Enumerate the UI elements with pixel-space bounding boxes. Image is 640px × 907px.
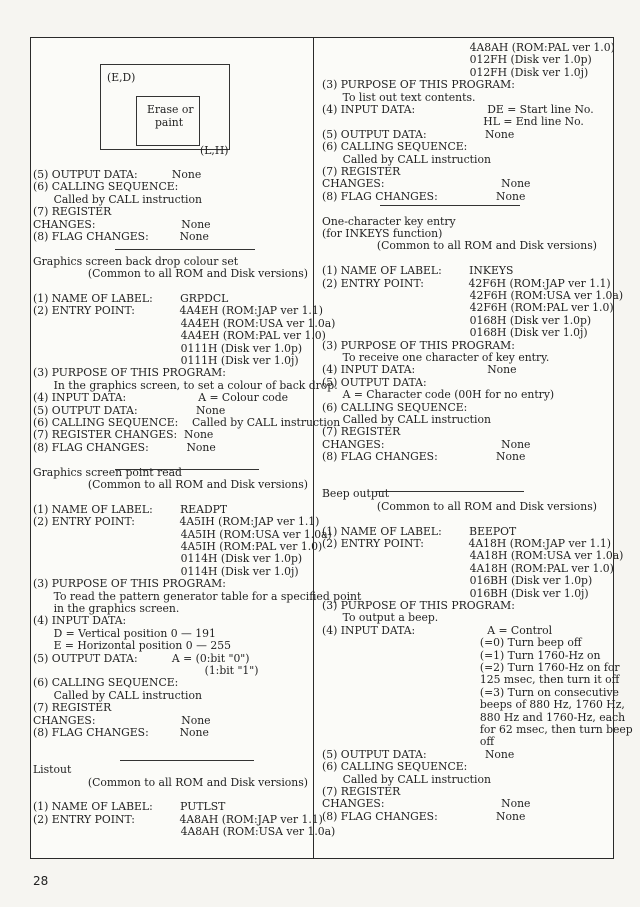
text-line: off — [322, 735, 495, 749]
text-line: CHANGES: None — [322, 797, 531, 811]
text-line: Listout — [33, 763, 72, 777]
text-line: beeps of 880 Hz, 1760 Hz, — [322, 698, 625, 712]
text-line: 4A18H (ROM:PAL ver 1.0) — [322, 561, 614, 575]
text-line: Called by CALL instruction — [33, 688, 202, 702]
text-line: (Common to all ROM and Disk versions) — [322, 499, 597, 513]
text-line: To list out text contents. — [322, 90, 476, 104]
text-line: (3) PURPOSE OF THIS PROGRAM: — [322, 338, 515, 352]
text-line: (2) ENTRY POINT: 4A5IH (ROM:JAP ver 1.1) — [33, 515, 320, 529]
text-line: (6) CALLING SEQUENCE: — [33, 676, 179, 690]
text-line: 0168H (Disk ver 1.0j) — [322, 326, 588, 340]
text-line: (6) CALLING SEQUENCE: Called by CALL instruction — [33, 416, 341, 429]
text-line: (1) NAME OF LABEL: GRPDCL — [33, 292, 229, 305]
text-line: (3) PURPOSE OF THIS PROGRAM: — [322, 599, 515, 612]
text-line: (8) FLAG CHANGES: None — [322, 189, 526, 203]
text-line: (for INKEYS function) — [322, 227, 443, 240]
figure-label-ed: (E,D) — [107, 71, 136, 84]
section-rule — [376, 491, 524, 492]
text-line: (Common to all ROM and Disk versions) — [322, 239, 597, 253]
text-line: 880 Hz and 1760-Hz, each — [322, 710, 626, 724]
text-line: (6) CALLING SEQUENCE: — [33, 180, 179, 194]
text-line: (2) ENTRY POINT: 4A18H (ROM:JAP ver 1.1) — [322, 537, 611, 550]
text-line: 4A8AH (ROM:USA ver 1.0a) — [33, 825, 336, 839]
text-line: (3) PURPOSE OF THIS PROGRAM: — [33, 577, 226, 591]
text-line: (7) REGISTER — [322, 425, 401, 439]
text-line: (3) PURPOSE OF THIS PROGRAM: — [322, 78, 515, 92]
text-line: (7) REGISTER — [33, 205, 112, 219]
text-line: (Common to all ROM and Disk versions) — [33, 775, 308, 789]
text-line: In the graphics screen, to set a colour of back drop. — [33, 378, 338, 392]
text-line: (6) CALLING SEQUENCE: — [322, 760, 468, 774]
text-line: (7) REGISTER — [33, 701, 112, 715]
text-line: (Common to all ROM and Disk versions) — [33, 478, 308, 491]
text-line: 42F6H (ROM:PAL ver 1.0) — [322, 301, 614, 315]
text-line: 016BH (Disk ver 1.0p) — [322, 574, 593, 588]
text-line: Called by CALL instruction — [322, 152, 491, 166]
text-line: Called by CALL instruction — [322, 772, 491, 786]
text-line: 42F6H (ROM:USA ver 1.0a) — [322, 289, 624, 302]
text-line: (6) CALLING SEQUENCE: — [322, 400, 468, 414]
text-line: (5) OUTPUT DATA: None — [322, 747, 515, 761]
text-line: (=1) Turn 1760-Hz on — [322, 648, 601, 662]
section-rule — [115, 469, 259, 470]
page-number: 28 — [33, 874, 49, 888]
text-line: 4A4EH (ROM:PAL ver 1.0) — [33, 329, 326, 343]
figure-inner-line1: Erase or — [147, 103, 194, 116]
text-line: for 62 msec, then turn beep — [322, 723, 633, 736]
text-line: 4A4EH (ROM:USA ver 1.0a) — [33, 316, 336, 330]
text-line: (4) INPUT DATA: None — [322, 363, 517, 377]
text-line: Beep output — [322, 487, 390, 501]
text-line: A = Character code (00H for no entry) — [322, 388, 555, 402]
text-line: 0111H (Disk ver 1.0j) — [33, 354, 299, 367]
text-line: 012FH (Disk ver 1.0j) — [322, 65, 589, 79]
text-line: Graphics screen back drop colour set — [33, 254, 239, 268]
text-line: (1) NAME OF LABEL: PUTLST — [33, 800, 226, 814]
text-line: Graphics screen point read — [33, 465, 182, 479]
text-line: 0114H (Disk ver 1.0p) — [33, 552, 303, 566]
text-line: 016BH (Disk ver 1.0j) — [322, 586, 589, 600]
text-line: CHANGES: None — [322, 177, 531, 191]
text-line: 4A5IH (ROM:USA ver 1.0a) — [33, 527, 332, 541]
text-line: (5) OUTPUT DATA: A = (0:bit "0") — [33, 651, 250, 665]
text-line: (4) INPUT DATA: DE = Start line No. — [322, 103, 594, 116]
text-line: 0168H (Disk ver 1.0p) — [322, 313, 592, 327]
text-line: (8) FLAG CHANGES: None — [322, 809, 526, 823]
text-line: E = Horizontal position 0 — 255 — [33, 639, 231, 653]
text-line: 4A5IH (ROM:PAL ver 1.0) — [33, 540, 323, 553]
text-line: To read the pattern generator table for a specified point — [33, 589, 362, 603]
text-line: (7) REGISTER — [322, 165, 401, 178]
text-line: (8) FLAG CHANGES: None — [33, 440, 216, 454]
section-rule — [120, 760, 254, 761]
text-line: (2) ENTRY POINT: 4A8AH (ROM:JAP ver 1.1) — [33, 812, 323, 826]
text-line: (7) REGISTER CHANGES: None — [33, 428, 214, 442]
text-line: (=3) Turn on consecutive — [322, 685, 619, 699]
text-line: Called by CALL instruction — [33, 192, 202, 206]
column-divider — [313, 37, 314, 859]
text-line: (1) NAME OF LABEL: BEEPOT — [322, 524, 517, 538]
text-line: (3) PURPOSE OF THIS PROGRAM: — [33, 366, 226, 380]
text-line: CHANGES: None — [33, 217, 211, 231]
text-line: 125 msec, then turn it off — [322, 673, 620, 687]
section-rule — [115, 249, 255, 250]
text-line: (=2) Turn 1760-Hz on for — [322, 661, 620, 674]
text-line: 0111H (Disk ver 1.0p) — [33, 341, 303, 355]
text-line: (5) OUTPUT DATA: None — [322, 127, 515, 141]
text-line: 0114H (Disk ver 1.0j) — [33, 564, 299, 578]
text-line: To receive one character of key entry. — [322, 351, 550, 364]
text-line: Called by CALL instruction — [322, 413, 491, 426]
text-line: (=0) Turn beep off — [322, 636, 582, 650]
text-line: (7) REGISTER — [322, 785, 401, 798]
text-line: in the graphics screen. — [33, 602, 180, 615]
text-line: HL = End line No. — [322, 115, 584, 129]
text-line: CHANGES: None — [33, 713, 211, 727]
figure-inner-line2: paint — [155, 116, 184, 129]
text-line: (8) FLAG CHANGES: None — [33, 726, 209, 739]
text-line: CHANGES: None — [322, 437, 531, 451]
text-line: 012FH (Disk ver 1.0p) — [322, 53, 592, 67]
text-line: 4A8AH (ROM:PAL ver 1.0) — [322, 41, 615, 54]
text-line: (1) NAME OF LABEL: INKEYS — [322, 264, 514, 278]
text-line: (Common to all ROM and Disk versions) — [33, 267, 308, 281]
text-line: To output a beep. — [322, 611, 439, 625]
text-line: (4) INPUT DATA: A = Colour code — [33, 391, 289, 405]
text-line: (4) INPUT DATA: A = Control — [322, 623, 553, 637]
text-line: (5) OUTPUT DATA: None — [33, 403, 226, 417]
text-line: (8) FLAG CHANGES: None — [322, 450, 526, 464]
text-line: One-character key entry — [322, 214, 456, 228]
text-line: 4A18H (ROM:USA ver 1.0a) — [322, 549, 624, 563]
text-line: (1) NAME OF LABEL: READPT — [33, 502, 228, 516]
section-rule — [380, 205, 520, 206]
text-line: (6) CALLING SEQUENCE: — [322, 140, 468, 154]
text-line: (4) INPUT DATA: — [33, 614, 127, 628]
text-line: (1:bit "1") — [33, 664, 259, 677]
text-line: (2) ENTRY POINT: 42F6H (ROM:JAP ver 1.1) — [322, 276, 611, 290]
text-line: (2) ENTRY POINT: 4A4EH (ROM:JAP ver 1.1) — [33, 304, 323, 318]
text-line: D = Vertical position 0 — 191 — [33, 626, 216, 640]
text-line: (5) OUTPUT DATA: None — [33, 168, 202, 181]
text-line: (5) OUTPUT DATA: — [322, 375, 427, 389]
text-line: (8) FLAG CHANGES: None — [33, 230, 209, 243]
figure-label-lh: (L,H) — [200, 144, 229, 157]
